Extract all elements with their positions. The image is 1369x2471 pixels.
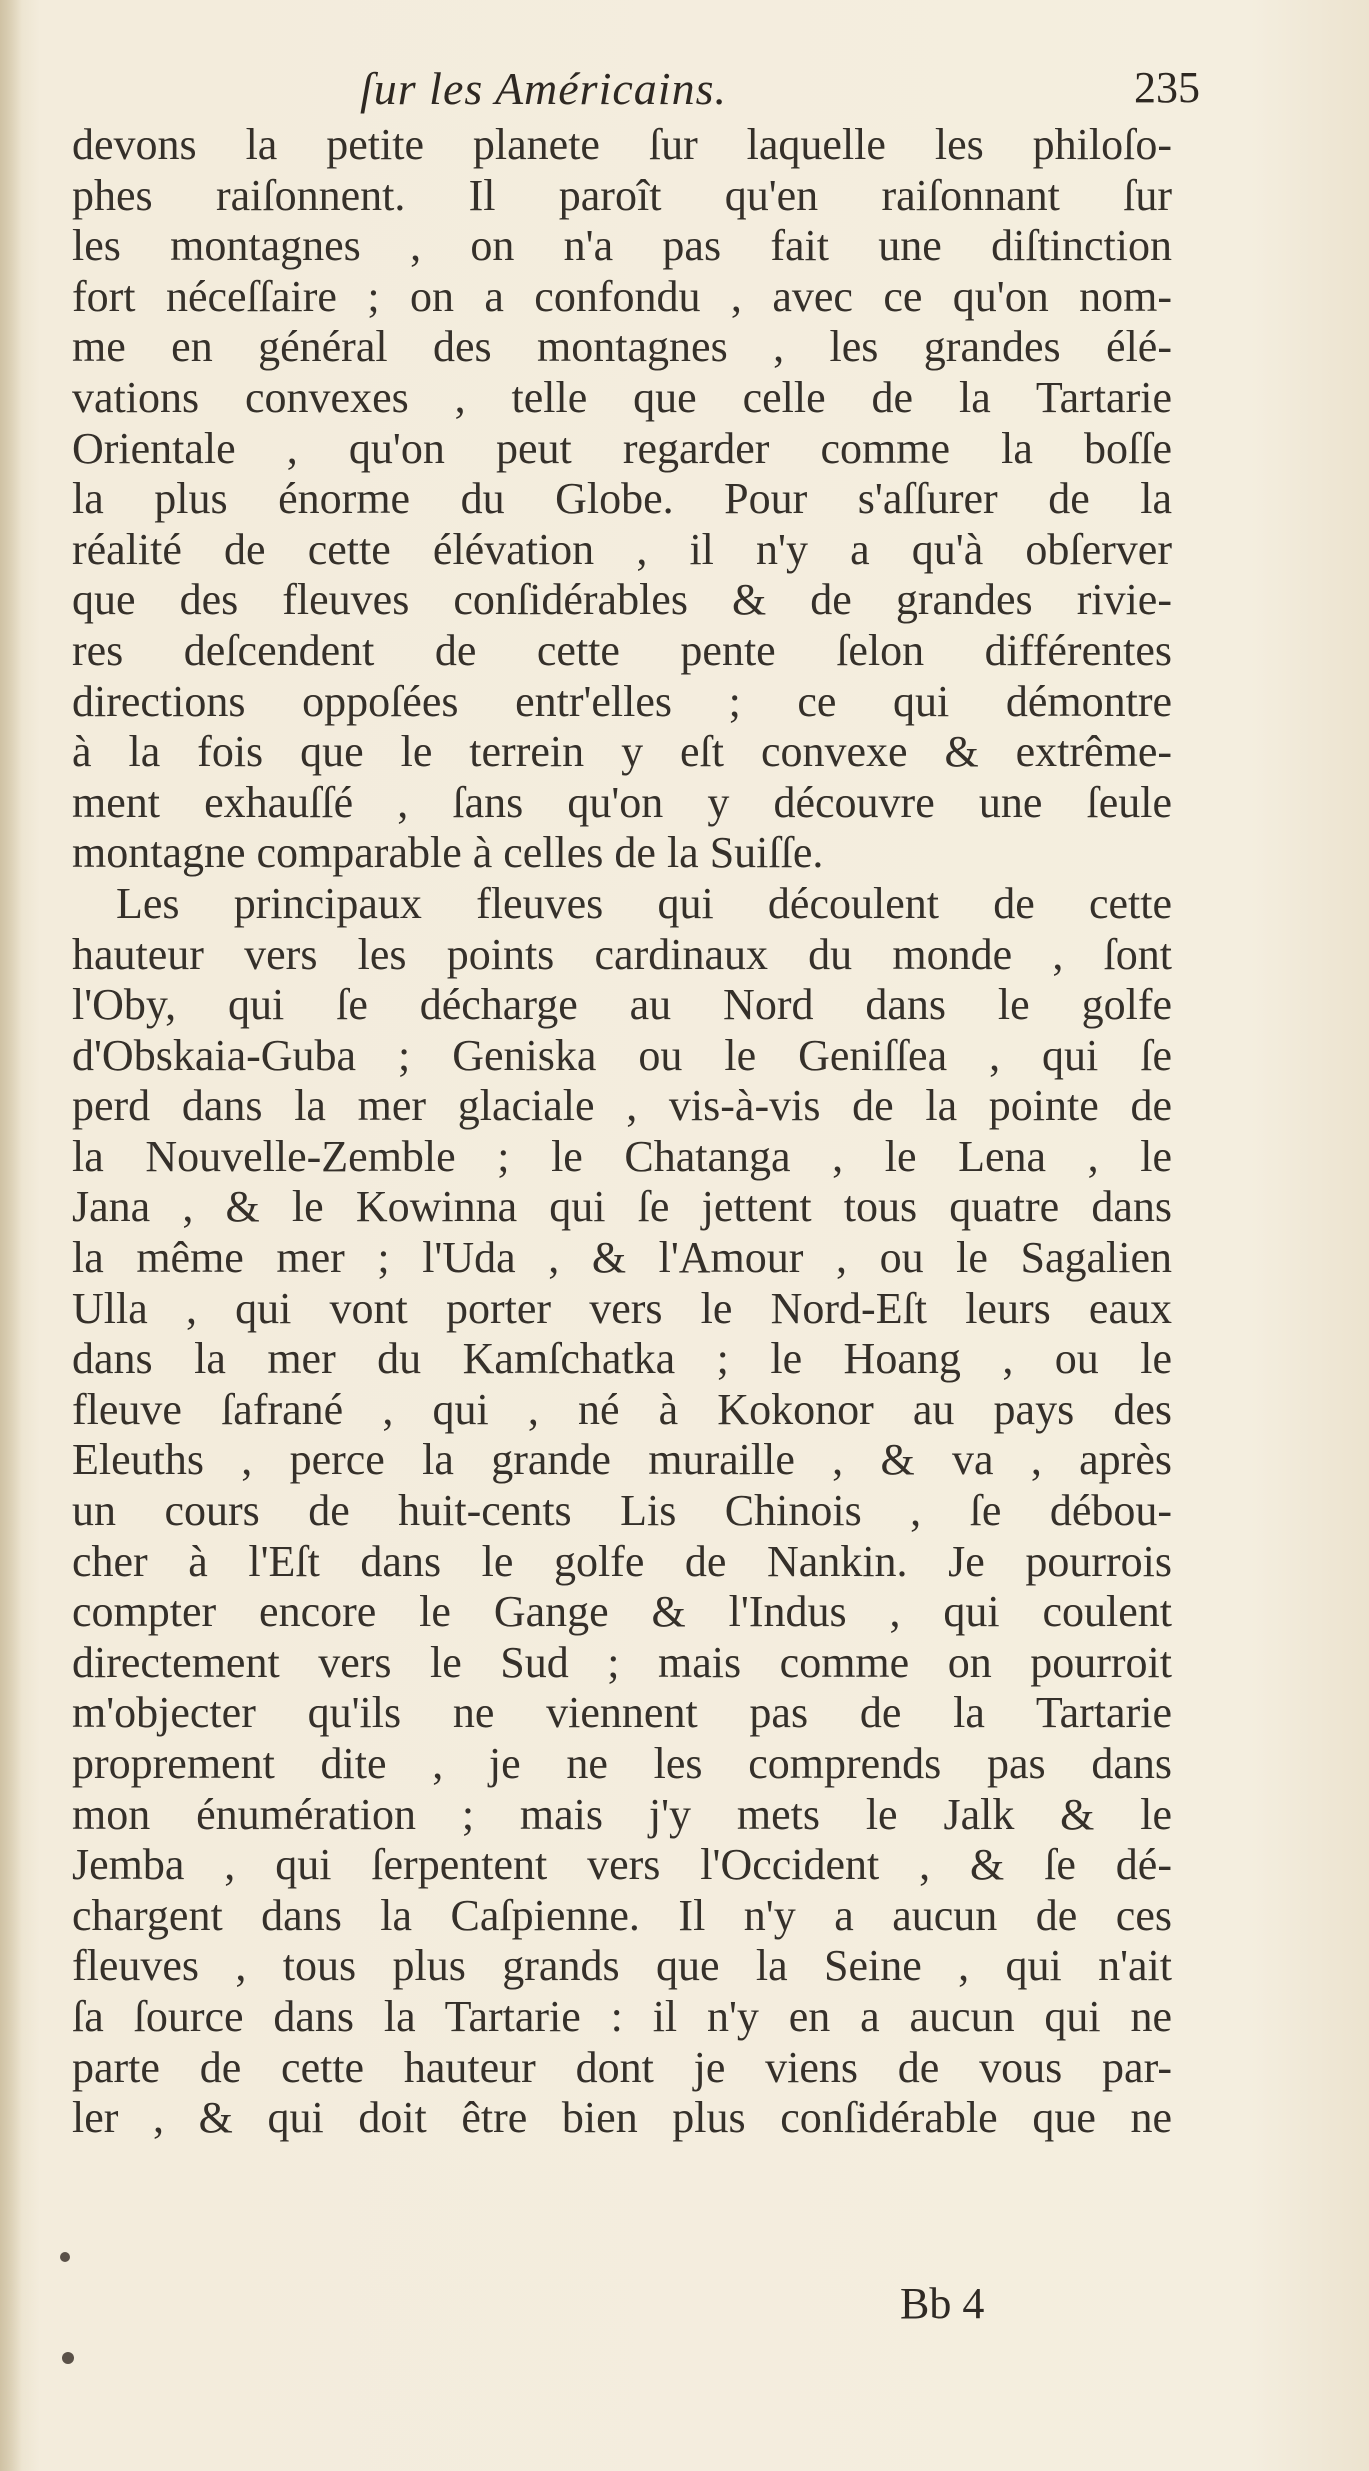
page-number: 235	[1134, 63, 1200, 112]
text-line: directions oppoſées entr'elles ; ce qui démontre	[72, 676, 1172, 726]
text-line: fleuve ſafrané , qui , né à Kokonor au pays des	[72, 1384, 1172, 1434]
body-text	[72, 120, 1172, 2144]
page-gutter-shadow	[0, 0, 22, 2471]
text-line: fort néceſſaire ; on a confondu , avec ce qu'on nom-	[72, 271, 1172, 321]
ink-spot	[60, 2252, 70, 2262]
text-line: Jemba , qui ſerpentent vers l'Occident , & ſe dé-	[72, 1840, 1172, 1890]
text-line: ler , & qui doit être bien plus conſidérable que ne	[72, 2093, 1172, 2143]
text-line: Ulla , qui vont porter vers le Nord-Eſt leurs eaux	[72, 1283, 1172, 1333]
ink-spot	[62, 2352, 74, 2364]
paragraph-start-line: Les principaux fleuves qui découlent de cette	[116, 878, 1172, 928]
text-line: m'objecter qu'ils ne viennent pas de la Tartarie	[72, 1688, 1172, 1738]
text-line: directement vers le Sud ; mais comme on pourroit	[72, 1637, 1172, 1687]
text-line: phes raiſonnent. Il paroît qu'en raiſonnant ſur	[72, 170, 1172, 220]
text-line: la même mer ; l'Uda , & l'Amour , ou le Sagalien	[72, 1233, 1172, 1283]
text-line: ment exhauſſé , ſans qu'on y découvre une ſeule	[72, 777, 1172, 827]
text-line: réalité de cette élévation , il n'y a qu'à obſerver	[72, 524, 1172, 574]
text-line: un cours de huit-cents Lis Chinois , ſe débou-	[72, 1486, 1172, 1536]
text-line: perd dans la mer glaciale , vis-à-vis de la pointe de	[72, 1081, 1172, 1131]
signature-mark: Bb 4	[900, 2279, 985, 2328]
text-line: hauteur vers les points cardinaux du monde , ſont	[72, 929, 1172, 979]
text-line: que des fleuves conſidérables & de grandes rivie-	[72, 575, 1172, 625]
text-line: me en général des montagnes , les grandes élé-	[72, 322, 1172, 372]
text-line: Eleuths , perce la grande muraille , & va , après	[72, 1435, 1172, 1485]
text-line: l'Oby, qui ſe décharge au Nord dans le golfe	[72, 980, 1172, 1030]
text-line: Jana , & le Kowinna qui ſe jettent tous quatre dans	[72, 1182, 1172, 1232]
text-line: devons la petite planete ſur laquelle les philoſo-	[72, 120, 1172, 169]
text-line: montagne comparable à celles de la Suiſſe.	[72, 828, 824, 878]
text-line: cher à l'Eſt dans le golfe de Nankin. Je pourrois	[72, 1536, 1172, 1586]
text-line: Orientale , qu'on peut regarder comme la boſſe	[72, 423, 1172, 473]
text-line: chargent dans la Caſpienne. Il n'y a aucun de ces	[72, 1890, 1172, 1940]
text-line: dans la mer du Kamſchatka ; le Hoang , ou le	[72, 1334, 1172, 1384]
text-line: compter encore le Gange & l'Indus , qui coulent	[72, 1587, 1172, 1637]
text-line: à la fois que le terrein y eſt convexe & extrême-	[72, 727, 1172, 777]
text-line: vations convexes , telle que celle de la Tartarie	[72, 372, 1172, 422]
text-line: les montagnes , on n'a pas fait une diſtinction	[72, 221, 1172, 271]
text-line: parte de cette hauteur dont je viens de vous par-	[72, 2042, 1172, 2092]
text-line: la Nouvelle-Zemble ; le Chatanga , le Lena , le	[72, 1131, 1172, 1181]
text-line: mon énumération ; mais j'y mets le Jalk & le	[72, 1789, 1172, 1839]
text-line: ſa ſource dans la Tartarie : il n'y en a aucun qui ne	[72, 1991, 1172, 2041]
text-line: res deſcendent de cette pente ſelon différentes	[72, 625, 1172, 675]
text-line: proprement dite , je ne les comprends pas dans	[72, 1739, 1172, 1788]
text-line: la plus énorme du Globe. Pour s'aſſurer de la	[72, 474, 1172, 524]
text-line: fleuves , tous plus grands que la Seine , qui n'ait	[72, 1941, 1172, 1991]
text-line: d'Obskaia-Guba ; Geniska ou le Geniſſea , qui ſe	[72, 1030, 1172, 1080]
running-head: ſur les Américains.	[360, 63, 727, 114]
